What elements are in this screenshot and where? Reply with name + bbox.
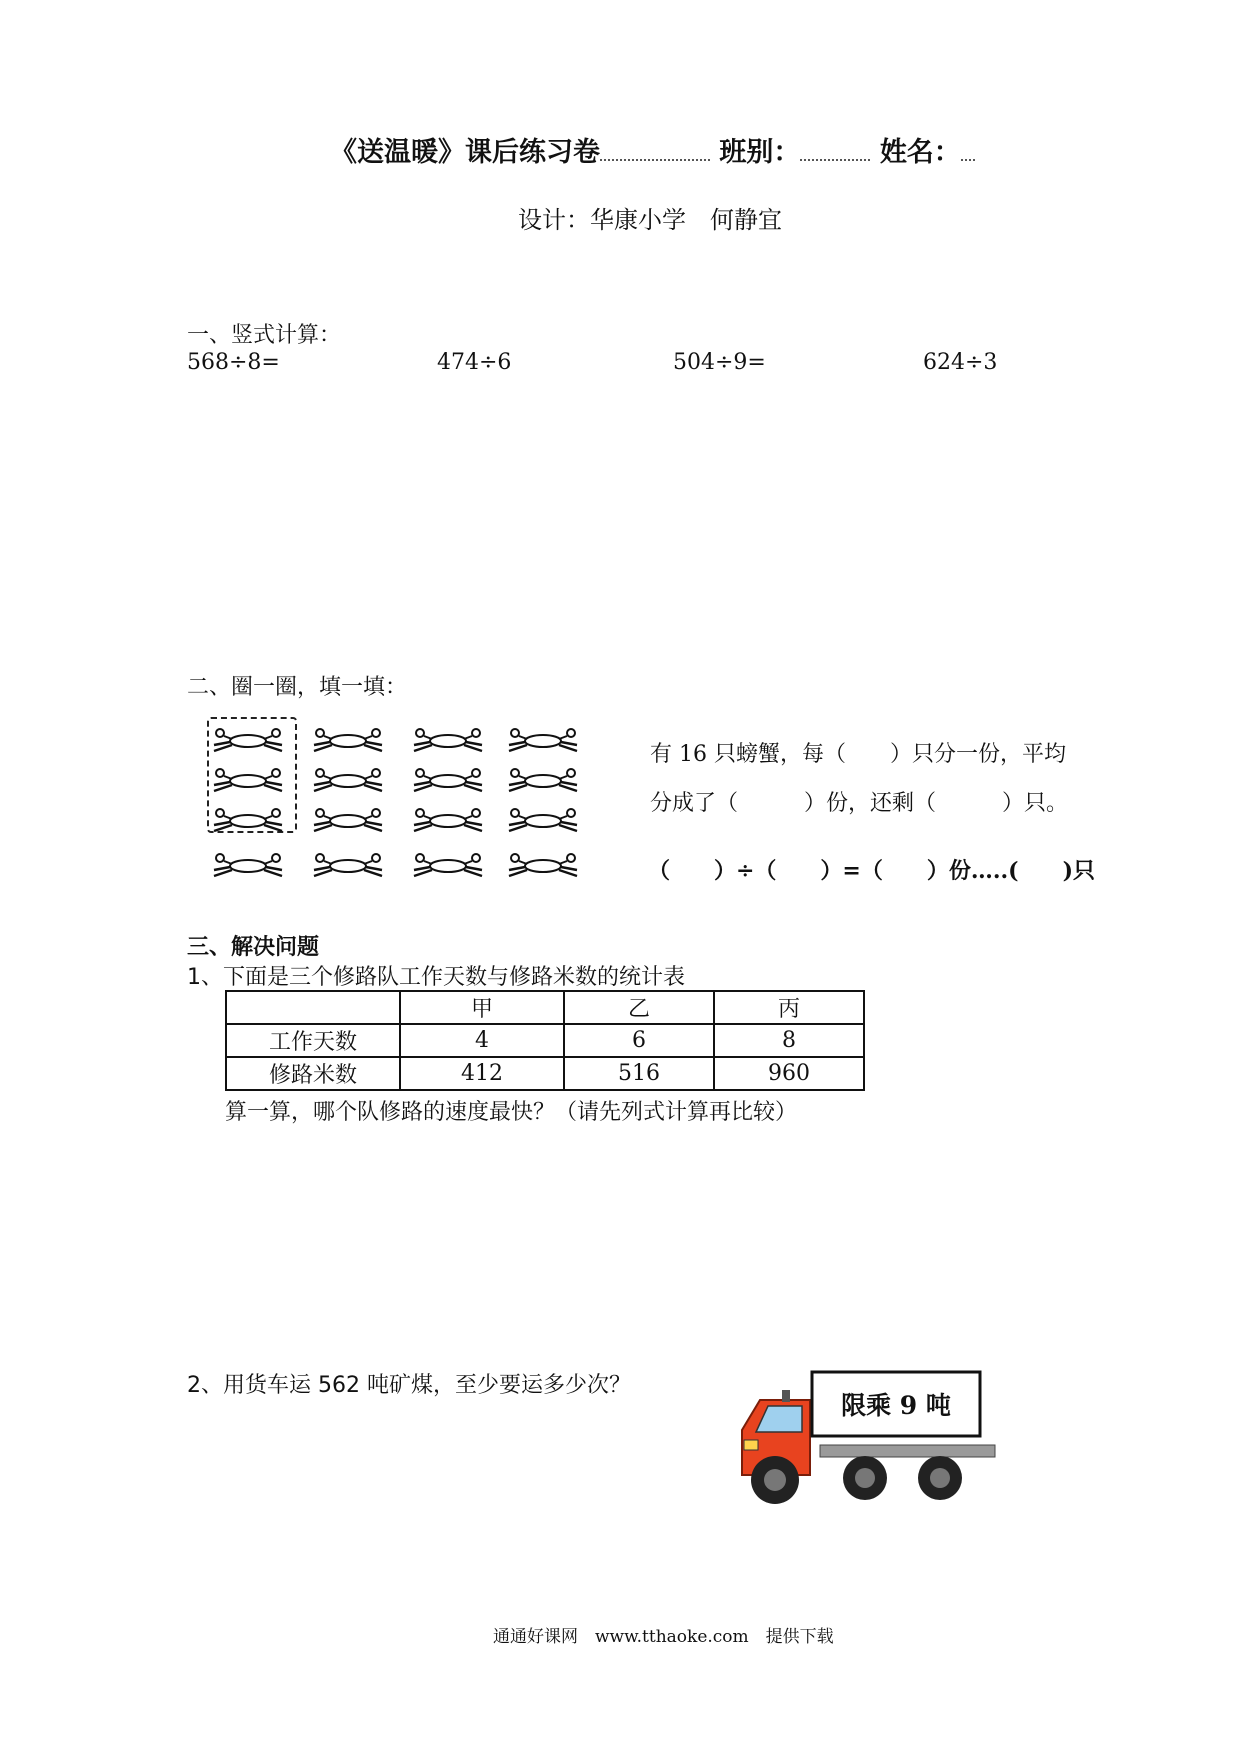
footer-credit: 通通好课网 www.tthaoke.com 提供下载 [493,1627,834,1647]
section2-heading: 二、圈一圈，填一填： [187,675,408,700]
problem-2: 474÷6 [437,350,512,375]
crab [214,729,282,751]
worksheet-title-line [330,130,975,169]
crab [214,769,282,791]
name-label: 姓名： [879,137,961,168]
table-header-cell: 甲 [400,991,564,1024]
table-cell: 412 [400,1057,564,1090]
crab [414,769,482,791]
problem-3: 504÷9= [673,350,766,375]
table-cell: 工作天数 [226,1024,400,1057]
truck-load-sign: 限乘 9 吨 [841,1391,951,1420]
table-cell: 516 [564,1057,714,1090]
table-header-cell: 丙 [714,991,864,1024]
question-1: 1、下面是三个修路队工作天数与修路米数的统计表 [187,965,685,990]
crab [314,769,382,791]
crab-illustration [210,725,600,890]
table-cell: 4 [400,1024,564,1057]
question-2: 2、用货车运 562 吨矿煤，至少要运多少次？ [187,1373,631,1398]
crab [509,769,577,791]
class-blank[interactable] [800,145,870,161]
table-cell: 修路米数 [226,1057,400,1090]
problem-1: 568÷8= [187,350,280,375]
table-cell: 6 [564,1024,714,1057]
crab [414,729,482,751]
crab [214,809,282,831]
crab [314,809,382,831]
table-row [226,1024,864,1057]
section3-heading: 三、解决问题 [187,935,320,960]
crab [414,854,482,876]
table-cell: 8 [714,1024,864,1057]
truck-illustration [740,1370,1000,1510]
crab [414,809,482,831]
table-cell: 960 [714,1057,864,1090]
crab [314,729,382,751]
name-blank[interactable] [961,145,975,161]
crab [314,854,382,876]
crab [509,809,577,831]
designer-credit: 设计：华康小学 何静宜 [518,206,782,234]
crab [509,854,577,876]
table-row [226,1057,864,1090]
section1-heading: 一、竖式计算： [187,323,342,348]
class-label: 班别： [719,137,801,168]
question-1-prompt: 算一算，哪个队修路的速度最快？（请先列式计算再比较） [225,1100,798,1125]
problem-4: 624÷3 [923,350,998,375]
crab [214,854,282,876]
table-header-cell [226,991,400,1024]
worksheet-title: 《送温暖》课后练习卷 [330,137,600,168]
road-crew-table [225,990,865,1091]
table-header-cell: 乙 [564,991,714,1024]
crab-question-line1: 有 16 只螃蟹，每（ ）只分一份，平均 [650,742,1066,767]
division-formula: （ ）÷（ ）=（ ）份…..( )只 [648,858,1096,884]
crab-question-line2: 分成了（ ）份，还剩（ ）只。 [650,791,1069,816]
crab [509,729,577,751]
title-blank[interactable] [600,145,710,161]
table-header-row [226,991,864,1024]
